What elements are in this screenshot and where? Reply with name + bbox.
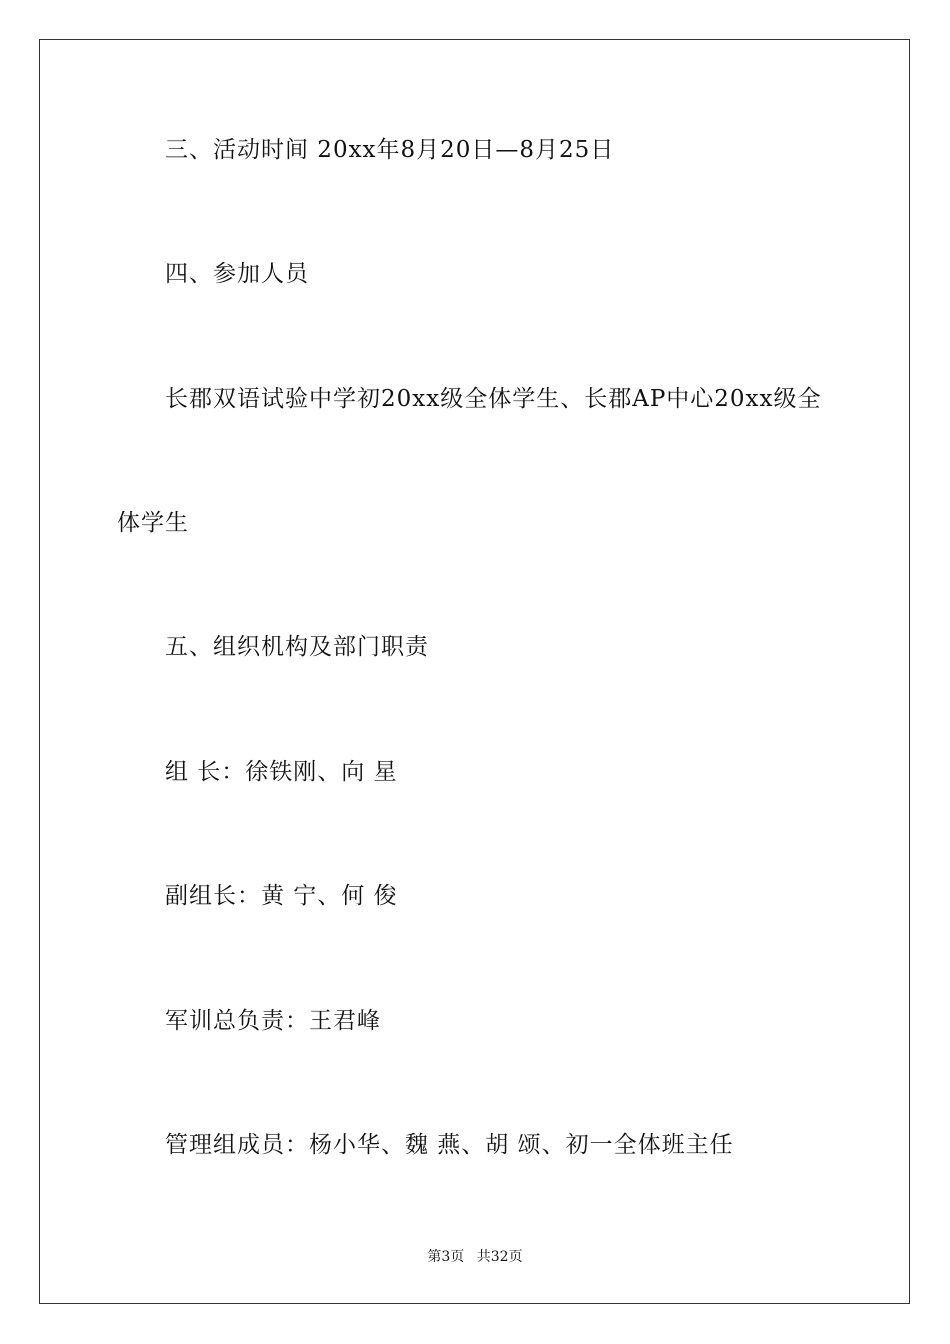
section-four-heading: 四、参加人员: [165, 261, 309, 287]
deputy-leader-line: 副组长：黄 宁、何 俊: [165, 883, 398, 909]
management-members-line: 管理组成员：杨小华、魏 燕、胡 颂、初一全体班主任: [165, 1132, 734, 1158]
participants-line-1: 长郡双语试验中学初20xx级全体学生、长郡AP中心20xx级全: [165, 386, 822, 412]
page-footer: [0, 1248, 950, 1266]
training-chief-line: 军训总负责：王君峰: [165, 1008, 381, 1034]
page-number: 第3页: [427, 1249, 465, 1265]
page-border: [39, 39, 910, 1304]
section-five-heading: 五、组织机构及部门职责: [165, 634, 429, 660]
participants-line-2: 体学生: [117, 510, 189, 536]
page-total: 共32页: [476, 1249, 523, 1265]
group-leader-line: 组 长：徐铁刚、向 星: [165, 759, 398, 785]
section-three-activity-time: 三、活动时间 20xx年8月20日—8月25日: [165, 137, 615, 163]
